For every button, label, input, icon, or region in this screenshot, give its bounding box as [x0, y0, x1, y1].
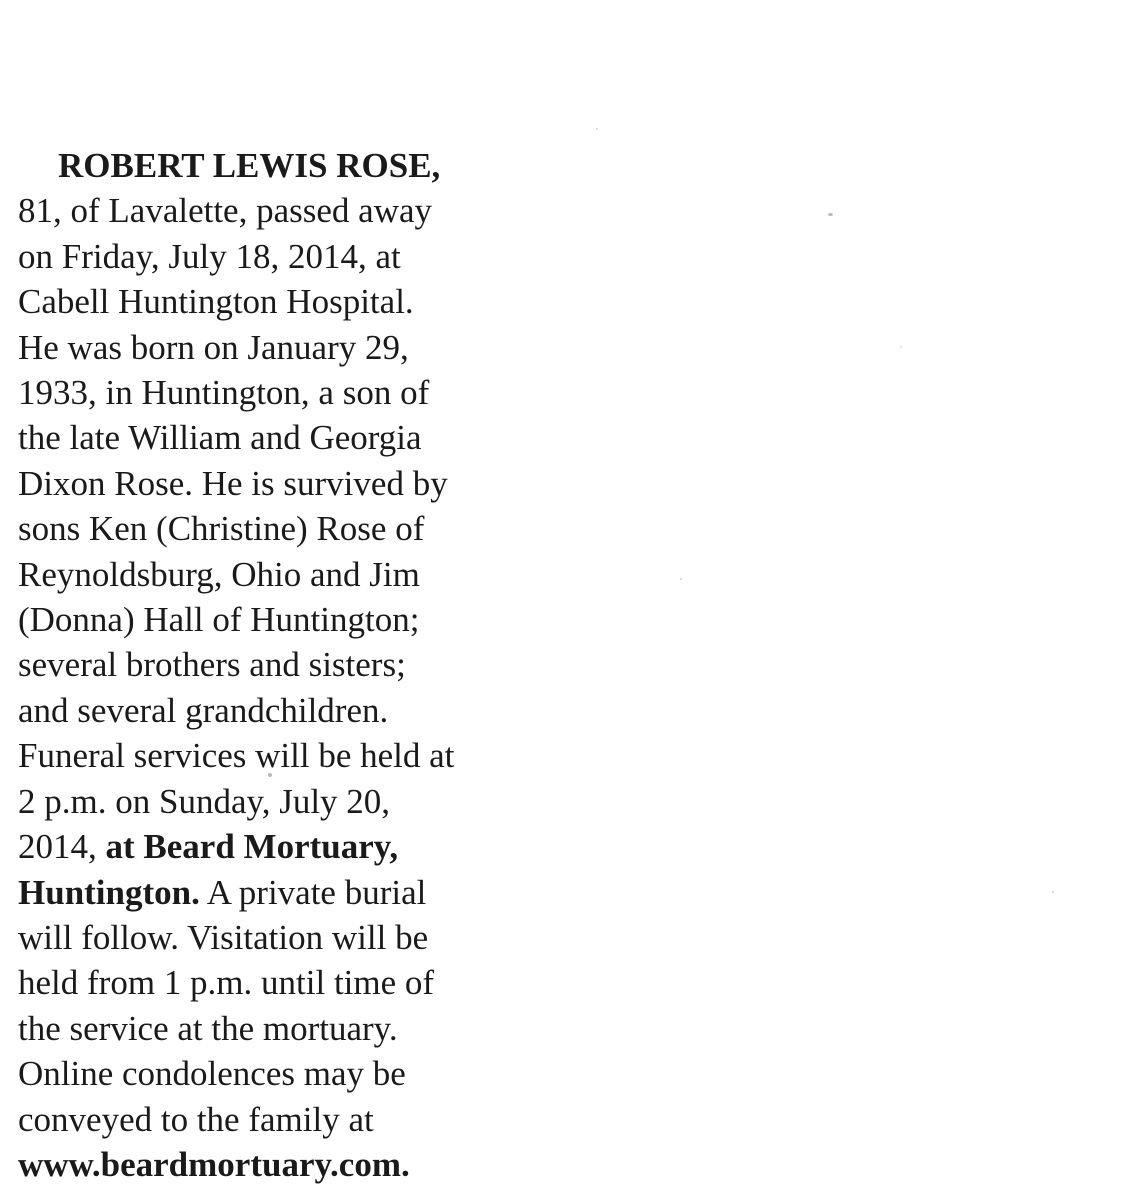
obituary-text-line: Funeral services will be held at [18, 736, 455, 776]
scan-speck [1052, 891, 1054, 893]
obituary-text-line: 2 p.m. on Sunday, July 20, [18, 781, 391, 821]
obituary-text-line: several brothers and sisters; [18, 645, 406, 685]
obituary-text-line: Cabell Huntington Hospital. [18, 282, 414, 322]
obituary-text-line: (Donna) Hall of Huntington; [18, 600, 420, 640]
obituary-text-line: 1933, in Huntington, a son of [18, 373, 430, 413]
scan-speck [680, 578, 682, 580]
obituary-text-segment: 2014, [18, 827, 106, 867]
obituary-text-line: and several grandchildren. [18, 690, 389, 730]
obituary-text-line: the late William and Georgia [18, 418, 422, 458]
funeral-location-bold: at Beard Mortuary, [105, 827, 399, 867]
obituary-text-line: the service at the mortuary. [18, 1008, 398, 1048]
obituary-text-line: on Friday, July 18, 2014, at [18, 236, 401, 276]
obituary-column [18, 143, 538, 1187]
obituary-text-line: sons Ken (Christine) Rose of [18, 509, 425, 549]
obituary-text-line: Reynoldsburg, Ohio and Jim [18, 554, 420, 594]
funeral-location-city-bold: Huntington. [18, 872, 200, 912]
obituary-text-line: He was born on January 29, [18, 327, 409, 367]
obituary-text-line: conveyed to the family at [18, 1099, 374, 1139]
obituary-text-line: 81, of Lavalette, passed away [18, 191, 433, 231]
obituary-name-heading: ROBERT LEWIS ROSE, [58, 146, 441, 185]
obituary-text-line [18, 824, 538, 869]
scan-speck [828, 213, 833, 216]
obituary-text-line: held from 1 p.m. until time of [18, 963, 435, 1003]
scan-speck [900, 346, 902, 348]
obituary-text-segment: A private burial [199, 872, 427, 912]
obituary-text-line: Online condolences may be [18, 1054, 406, 1094]
mortuary-website-link[interactable]: www.beardmortuary.com. [18, 1144, 410, 1184]
obituary-text-line [18, 870, 538, 915]
scan-speck [596, 128, 598, 130]
obituary-text-line: Dixon Rose. He is survived by [18, 463, 448, 503]
obituary-text-line: will follow. Visitation will be [18, 917, 429, 957]
